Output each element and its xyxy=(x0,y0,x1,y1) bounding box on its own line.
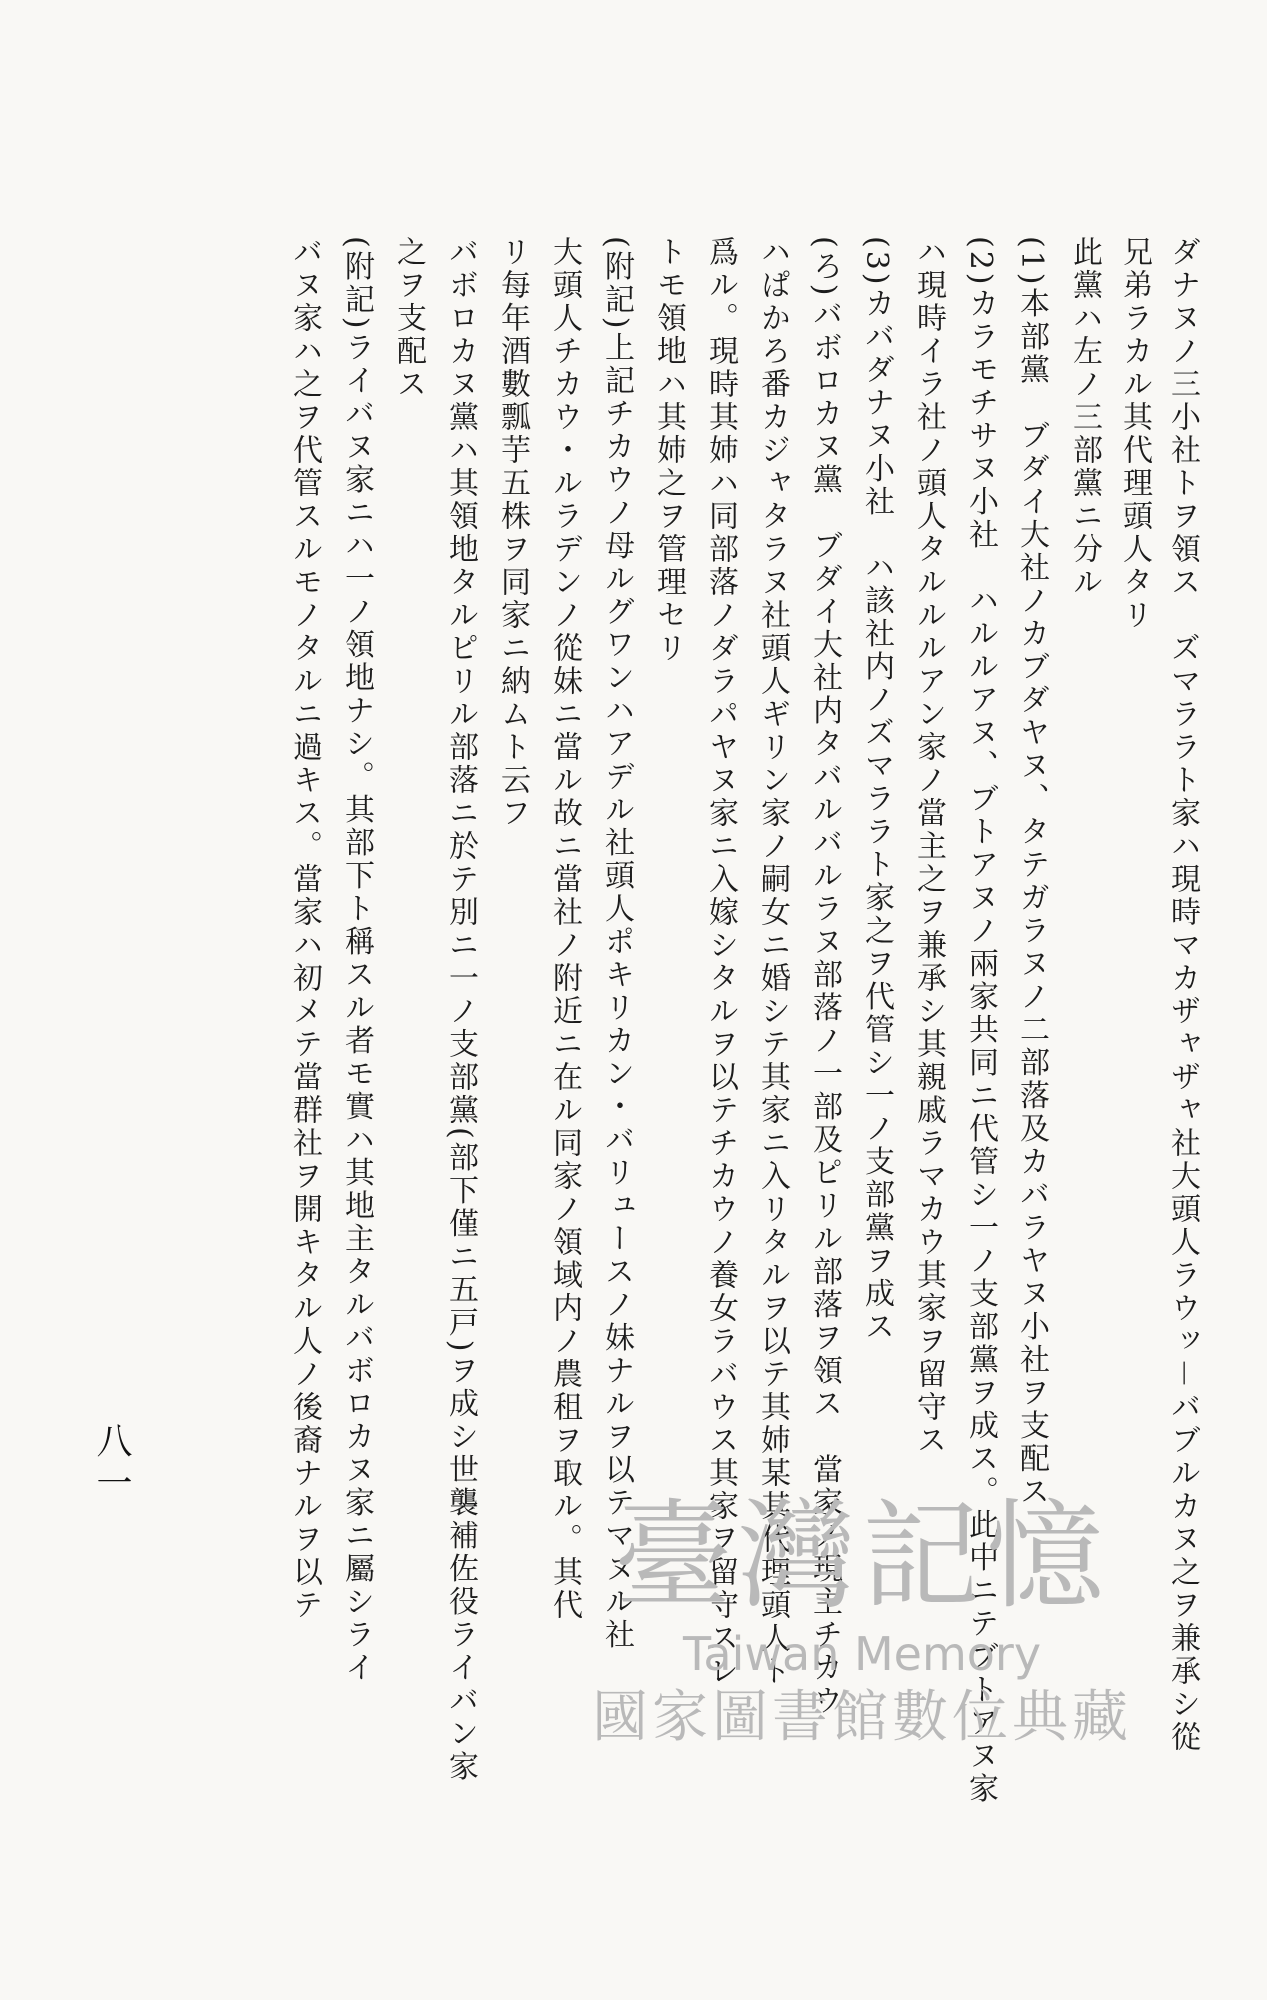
text-column: (附記)上記チカウノ母ルグワンハアデル社頭人ポキリカン・バリュースノ妹ナルヲ以テマヌル社 xyxy=(599,236,634,1652)
text-column: トモ領地ハ其姉之ヲ管理セリ xyxy=(651,236,686,665)
text-column: (2)カラモチサヌ小社 ハルルアヌ、ブトアヌノ兩家共同ニ代管シ一ノ支部黨ヲ成ス。此中ニテブトアヌ家 xyxy=(963,236,998,1806)
text-column: ダナヌノ三小社トヲ領ス ズマララト家ハ現時マカザャザャ社大頭人ラウッ－バブルカヌ之ヲ兼承シ從 xyxy=(1165,236,1200,1754)
text-column: 之ヲ支配ス xyxy=(391,236,426,401)
text-column: (ろ)バボロカヌ黨 ブダイ大社内タバルバルラヌ部落ノ一部及ピリル部落ヲ領ス 當家ノ現主チカウ xyxy=(807,236,842,1718)
text-column: 兄弟ラカル其代理頭人タリ xyxy=(1117,236,1152,632)
text-column: (附記)ライバヌ家ニハ一ノ領地ナシ。其部下ト稱スル者モ實ハ其地主タルバボロカヌ家ニ屬シライ xyxy=(339,236,374,1685)
page-number: 八一 xyxy=(91,1422,132,1506)
watermark xyxy=(552,1486,1172,1846)
text-column: 大頭人チカウ・ルラデンノ從妹ニ當ル故ニ當社ノ附近ニ在ル同家ノ領域内ノ農租ヲ取ル。其代 xyxy=(547,236,582,1622)
watermark-subtitle: Taiwan Memory xyxy=(682,1627,1042,1681)
watermark-title: 臺灣記憶 xyxy=(613,1487,1110,1625)
text-column: バヌ家ハ之ヲ代管スルモノタルニ過キス。當家ハ初メテ當群社ヲ開キタル人ノ後裔ナルヲ以テ xyxy=(287,236,322,1622)
text-column: リ每年酒數瓢芋五株ヲ同家ニ納ムト云フ xyxy=(495,236,530,830)
text-column: 爲ル。現時其姉ハ同部落ノダラパヤヌ家ニ入嫁シタルヲ以テチカウノ養女ラバウス其家ヲ留守スレ xyxy=(703,236,738,1688)
text-column: ハ現時イラ社ノ頭人タルルルアン家ノ當主之ヲ兼承シ其親戚ラマカウ其家ヲ留守ス xyxy=(911,236,946,1457)
text-column: バボロカヌ黨ハ其領地タルピリル部落ニ於テ別ニ一ノ支部黨(部下僅ニ五戸)ヲ成シ世襲補佐役ライバン家 xyxy=(443,236,478,1784)
text-column: (3)カバダナヌ小社 ハ該社内ノズマララト家之ヲ代管シ一ノ支部黨ヲ成ス xyxy=(859,236,894,1344)
text-column: ハぱかろ番カジャタラヌ社頭人ギリン家ノ嗣女ニ婚シテ其家ニ入リタルヲ以テ其姉某其代理頭人ト xyxy=(755,236,790,1688)
text-column: 此黨ハ左ノ三部黨ニ分ル xyxy=(1067,236,1102,599)
text-column: (1)本部黨 ブダイ大社ノカブダヤヌ、タテガラヌノ二部落及カバラヤヌ小社ヲ支配ス xyxy=(1014,236,1049,1509)
watermark-line: 國家圖書館數位典藏 xyxy=(592,1685,1132,1750)
